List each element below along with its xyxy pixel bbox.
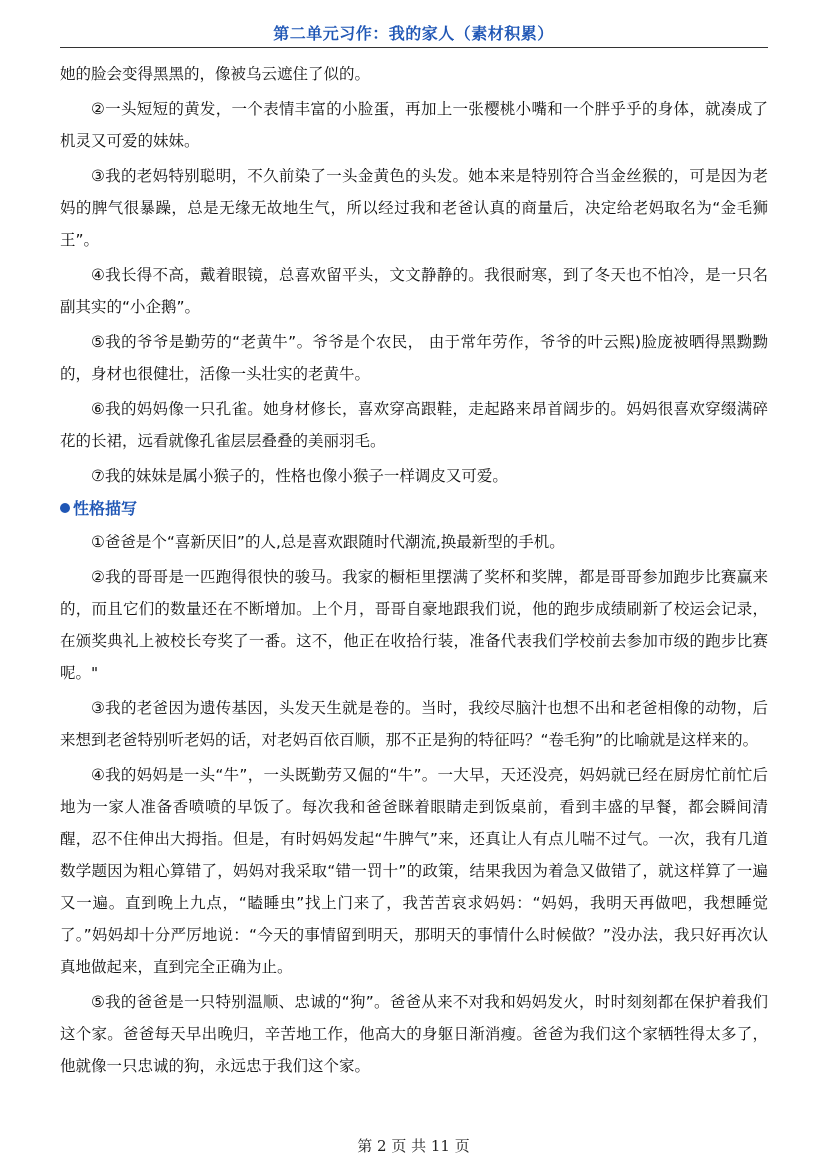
paragraph-appearance-6: ⑥我的妈妈像一只孔雀。她身材修长，喜欢穿高跟鞋，走起路来昂首阔步的。妈妈很喜欢穿缀满碎花的长裙，远看就像孔雀层层叠叠的美丽羽毛。: [60, 400, 768, 450]
section-heading: [60, 492, 768, 526]
paragraph-personality-2: ②我的哥哥是一匹跑得很快的骏马。我家的橱柜里摆满了奖杯和奖牌，都是哥哥参加跑步比赛赢来的，而且它们的数量还在不断增加。上个月，哥哥自豪地跟我们说，他的跑步成绩刷新了校运会记录，在颁奖典礼上被校长夸奖了一番。这不，他正在收拾行装，准备代表我们学校前去参加市级的跑步比赛呢。": [60, 568, 768, 682]
page-footer: 第 2 页 共 11 页: [357, 1137, 470, 1155]
page-header-title: 第二单元习作：我的家人（素材积累）: [273, 24, 554, 43]
paragraph-appearance-3: ③我的老妈特别聪明，不久前染了一头金黄色的头发。她本来是特别符合当金丝猴的，可是因为老妈的脾气很暴躁，总是无缘无故地生气，所以经过我和老爸认真的商量后，决定给老妈取名为“金毛狮王”。: [60, 167, 768, 249]
document-body: [60, 58, 768, 1082]
paragraph-appearance-2: ②一头短短的黄发，一个表情丰富的小脸蛋，再加上一张樱桃小嘴和一个胖乎乎的身体，就凑成了机灵又可爱的妹妹。: [60, 100, 768, 150]
paragraph-personality-4: ④我的妈妈是一头“牛”，一头既勤劳又倔的“牛”。一大早，天还没亮，妈妈就已经在厨房忙前忙后地为一家人准备香喷喷的早饭了。每次我和爸爸眯着眼睛走到饭桌前，看到丰盛的早餐，都会瞬间清醒，忍不住伸出大拇指。但是，有时妈妈发起“牛脾气”来，还真让人有点儿喘不过气。一次，我有几道数学题因为粗心算错了，妈妈对我采取“错一罚十”的政策，结果我因为着急又做错了，就这样算了一遍又一遍。直到晚上九点，“瞌睡虫”找上门来了，我苦苦哀求妈妈：“妈妈，我明天再做吧，我想睡觉了。”妈妈却十分严厉地说：“今天的事情留到明天，那明天的事情什么时候做？”没办法，我只好再次认真地做起来，直到完全正确为止。: [60, 766, 768, 976]
paragraph-personality-3: ③我的老爸因为遗传基因，头发天生就是卷的。当时，我绞尽脑汁也想不出和老爸相像的动物，后来想到老爸特别听老妈的话，对老妈百依百顺，那不正是狗的特征吗？“卷毛狗”的比喻就是这样来的。: [60, 699, 768, 749]
bullet-icon: [60, 503, 70, 513]
paragraph-appearance-7: ⑦我的妹妹是属小猴子的，性格也像小猴子一样调皮又可爱。: [91, 467, 508, 485]
paragraph-personality-1: ①爸爸是个“喜新厌旧”的人,总是喜欢跟随时代潮流,换最新型的手机。: [91, 533, 565, 551]
paragraph-continued: 她的脸会变得黑黑的，像被乌云遮住了似的。: [60, 65, 371, 83]
paragraph-appearance-5: ⑤我的爷爷是勤劳的“老黄牛”。爷爷是个农民， 由于常年劳作，爷爷的叶云熙)脸庞被晒得黑黝黝的，身材也很健壮，活像一头壮实的老黄牛。: [60, 333, 768, 383]
header-divider: [60, 47, 768, 48]
paragraph-appearance-4: ④我长得不高，戴着眼镜，总喜欢留平头，文文静静的。我很耐寒，到了冬天也不怕冷，是一只名副其实的“小企鹅”。: [60, 266, 768, 316]
section-heading-text: 性格描写: [73, 499, 138, 518]
paragraph-personality-5: ⑤我的爸爸是一只特别温顺、忠诚的“狗”。爸爸从来不对我和妈妈发火，时时刻刻都在保护着我们这个家。爸爸每天早出晚归，辛苦地工作，他高大的身躯日渐消瘦。爸爸为我们这个家牺牲得太多了，他就像一只忠诚的狗，永远忠于我们这个家。: [60, 993, 768, 1075]
